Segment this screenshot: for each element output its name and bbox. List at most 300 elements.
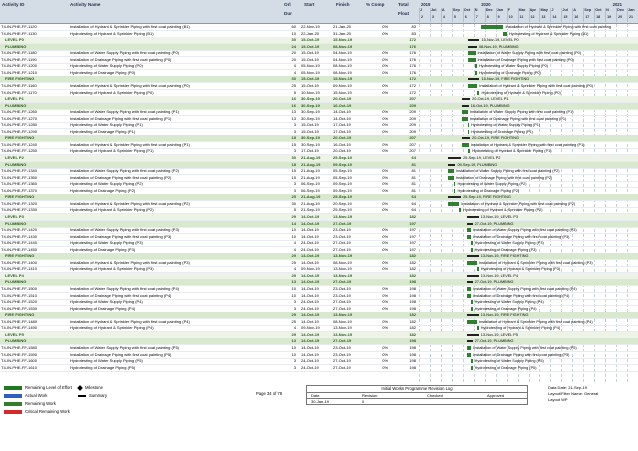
duration-cell: 10: [291, 351, 296, 357]
duration-cell: 3: [293, 364, 296, 370]
gantt-cell: [419, 70, 638, 76]
start-cell: 30-Sep-19: [301, 109, 320, 115]
activity-name-cell: Hydrotesting of Drainage Piping (P4): [70, 305, 136, 311]
timescale-month-number: 2: [421, 15, 423, 19]
finish-cell: 13-Nov-19: [333, 312, 353, 318]
timescale-month: Sep: [452, 8, 460, 12]
gantt-cell: [419, 312, 638, 318]
start-cell: 24-Oct-19: [301, 240, 319, 246]
gantt-cell: [419, 240, 638, 246]
start-cell: 06-Sep-19: [301, 181, 320, 187]
finish-cell: 27-Oct-19: [333, 246, 351, 252]
timescale-divider: [616, 8, 617, 22]
col-orig-dur-2: Dur: [284, 11, 292, 16]
duration-cell: 3: [293, 305, 296, 311]
activity-bar[interactable]: [471, 241, 473, 245]
finish-cell: 08-Nov-19: [333, 259, 352, 265]
pct-complete-cell: 0%: [382, 115, 388, 121]
duration-cell: 5: [293, 207, 296, 213]
legend-summary: Summary: [78, 393, 107, 398]
start-cell: 14-Oct-19: [301, 220, 320, 226]
divider: [307, 398, 527, 399]
activity-id-cell: T4-IN-PHE-FF-1280: [1, 122, 38, 128]
col-finish[interactable]: Finish: [336, 2, 350, 7]
activity-bar[interactable]: [467, 353, 471, 357]
timescale-month: Jan: [496, 8, 504, 12]
finish-cell: 27-Oct-19: [333, 358, 351, 364]
legend-critical-remaining: Critical Remaining Work: [4, 409, 70, 415]
duration-cell: 15: [291, 174, 296, 180]
gantt-cell: [419, 325, 638, 331]
total-float-cell: 207: [409, 141, 416, 147]
activity-bar[interactable]: [471, 248, 473, 252]
rev-col-approved: Approved: [487, 393, 505, 398]
finish-cell: 16-Oct-19: [333, 102, 352, 108]
bar-label: Hydrotesting of Drainage Piping (P2): [457, 188, 520, 193]
activity-id-cell: T4-IN-PHE-FF-1320: [1, 200, 38, 206]
bar-label: Hydrotesting of Hydrant & Sprinkler Piping (P3): [480, 267, 561, 272]
bar-label: Installation of Drainage Piping with first coat painting (P4): [473, 293, 570, 298]
finish-cell: 14-Oct-19: [333, 109, 351, 115]
activity-bar[interactable]: [477, 326, 479, 330]
activity-bar[interactable]: [467, 235, 471, 239]
timescale-month: N: [606, 8, 609, 12]
rev-revision-value: 0: [362, 399, 365, 404]
col-orig-dur[interactable]: Orl: [284, 2, 291, 7]
activity-bar[interactable]: [471, 307, 473, 311]
finish-cell: 15-Nov-19: [333, 76, 353, 82]
start-cell: 06-Sep-19: [301, 187, 320, 193]
pct-complete-cell: 0%: [382, 128, 388, 134]
duration-cell: 10: [291, 344, 296, 350]
activity-bar[interactable]: [459, 208, 461, 212]
pct-complete-cell: 0%: [382, 181, 388, 187]
bar-label: Hydrotesting of Drainage Piping (P5): [474, 365, 537, 370]
activity-id-cell: T4-IN-PHE-FF-1270: [1, 115, 38, 121]
activity-id-cell: T4-IN-PHE-FF-1410: [1, 266, 38, 272]
activity-id-cell: T4-IN-PHE-FF-1580: [1, 344, 38, 350]
gantt-cell: [419, 332, 638, 338]
activity-name-cell: FIRE FIGHTING: [5, 76, 35, 82]
activity-name-cell: LEVEL P1: [5, 96, 24, 102]
bar-label: Hydrotesting of Water Supply Piping (P4): [474, 300, 544, 305]
total-float-cell: 207: [409, 96, 416, 102]
timescale-divider: [561, 8, 562, 22]
finish-cell: 31-Jan-20: [333, 30, 352, 36]
timescale-month: Jul: [430, 8, 437, 12]
duration-cell: 29: [291, 312, 296, 318]
activity-bar[interactable]: [481, 25, 503, 29]
start-cell: 14-Oct-19: [301, 272, 320, 278]
timescale-divider: [627, 8, 628, 22]
duration-cell: 16: [291, 96, 296, 102]
gantt-cell: [419, 365, 638, 371]
total-float-cell: 197: [409, 233, 416, 239]
activity-bar[interactable]: [477, 91, 479, 95]
gantt-cell: [419, 358, 638, 364]
total-float-cell: 198: [409, 292, 416, 298]
total-float-cell: 81: [411, 174, 416, 180]
total-float-cell: 81: [411, 187, 416, 193]
timescale-divider: [463, 8, 464, 22]
gantt-cell: [419, 181, 638, 187]
activity-bar[interactable]: [462, 110, 468, 114]
revision-log: [306, 385, 528, 405]
activity-bar[interactable]: [448, 202, 459, 206]
activity-name-cell: Installation of Water Supply Piping with first coat painting (P2): [70, 168, 180, 174]
timescale-divider: [539, 8, 540, 22]
summary-bar[interactable]: [448, 196, 461, 198]
gantt-cell: [419, 352, 638, 358]
bar-label: Hydrotesting of Hydrant & Sprinkler Piping (B1): [509, 31, 589, 36]
start-cell: 09-Nov-19: [301, 325, 320, 331]
pct-complete-cell: 0%: [382, 266, 388, 272]
summary-bar[interactable]: [462, 98, 470, 100]
legend-swatch-loe: [4, 386, 22, 390]
start-cell: 30-Sep-19: [301, 115, 320, 121]
start-cell: 30-Sep-19: [301, 135, 320, 141]
gantt-cell: [419, 103, 638, 109]
finish-cell: 13-Nov-19: [333, 213, 353, 219]
summary-bar[interactable]: [467, 275, 478, 277]
finish-cell: 17-Oct-19: [333, 128, 351, 134]
table-row[interactable]: [0, 365, 638, 372]
bar-label: Installation of Water Supply Piping with first coat painting (P5): [473, 345, 577, 350]
start-cell: 30-Sep-19: [301, 102, 320, 108]
legend-milestone: Milestone: [78, 385, 103, 390]
col-start[interactable]: Start: [304, 2, 315, 7]
total-float-cell: 197: [409, 246, 416, 252]
activity-id-cell: T4-IN-PHE-FF-1250: [1, 148, 38, 154]
page-number: Page 34 of 79: [256, 391, 283, 396]
finish-cell: 13-Nov-19: [333, 253, 353, 259]
activity-id-cell: T4-IN-PHE-FF-1290: [1, 128, 38, 134]
activity-bar[interactable]: [477, 267, 479, 271]
summary-bar[interactable]: [448, 157, 461, 159]
activity-name-cell: Hydrotesting of Drainage Piping (P5): [70, 364, 136, 370]
activity-bar[interactable]: [454, 189, 456, 193]
gantt-cell: [419, 57, 638, 63]
timescale-month-number: 21: [629, 15, 634, 19]
bar-label: 13-Nov-19, LEVEL P3: [480, 214, 518, 219]
activity-id-cell: T4-IN-PHE-FF-1210: [1, 69, 38, 75]
duration-cell: 25: [291, 259, 296, 265]
finish-cell: 23-Oct-19: [333, 233, 351, 239]
total-float-cell: 198: [409, 364, 416, 370]
activity-name-cell: Hydrotesting of Water Supply Piping (P0): [70, 63, 143, 69]
bar-label: Hydrotesting of Hydrant & Sprinkler Piping (P2): [463, 208, 543, 213]
summary-bar[interactable]: [468, 46, 477, 48]
activity-bar[interactable]: [467, 346, 471, 350]
legend-swatch-critical: [4, 410, 22, 414]
pct-complete-cell: 0%: [382, 259, 388, 265]
duration-cell: 3: [293, 122, 296, 128]
activity-name-cell: FIRE FIGHTING: [5, 312, 35, 318]
bar-label: Installation of Drainage Piping with first coat painting (P3): [473, 234, 570, 239]
layout-name: Layout/Filter Name: General: [548, 391, 599, 396]
start-cell: 21-Aug-19: [301, 174, 320, 180]
footer: [0, 383, 638, 451]
timescale-month-number: 16: [574, 15, 579, 19]
gantt-cell: [419, 175, 638, 181]
start-cell: 24-Oct-19: [301, 305, 319, 311]
pct-complete-cell: 0%: [382, 168, 388, 174]
activity-id-cell: T4-IN-PHE-FF-1430: [1, 233, 38, 239]
duration-cell: 30: [291, 37, 296, 43]
duration-cell: 13: [291, 338, 296, 344]
total-float-cell: 182: [409, 259, 416, 265]
finish-cell: 20-Oct-19: [333, 135, 352, 141]
total-float-cell: 182: [409, 312, 416, 318]
total-float-cell: 209: [409, 122, 416, 128]
activity-name-cell: Hydrotesting of Hydrant & Sprinkler Piping (P3): [70, 266, 154, 272]
duration-cell: 20: [291, 56, 296, 62]
finish-cell: 21-Jan-20: [333, 24, 352, 29]
finish-cell: 09-Sep-19: [333, 187, 352, 193]
total-float-cell: 209: [409, 102, 416, 108]
activity-bar[interactable]: [503, 32, 507, 36]
activity-name-cell: Installation of Drainage Piping with first coat painting (P2): [70, 174, 172, 180]
finish-cell: 13-Nov-19: [333, 272, 353, 278]
total-float-cell: 176: [409, 43, 416, 49]
bar-label: Hydrotesting of Drainage Piping (P4): [474, 306, 537, 311]
gantt-cell: [419, 44, 638, 50]
duration-cell: 3: [293, 128, 296, 134]
activity-name-cell: FIRE FIGHTING: [5, 253, 35, 259]
activity-bar[interactable]: [471, 300, 473, 304]
start-cell: 14-Oct-19: [301, 318, 319, 324]
activity-bar[interactable]: [468, 51, 476, 55]
timescale-month-number: 7: [475, 15, 478, 19]
activity-bar[interactable]: [467, 320, 477, 324]
pct-complete-cell: 0%: [382, 63, 388, 69]
gantt-cell: [419, 24, 638, 30]
total-float-cell: 209: [409, 109, 416, 115]
duration-cell: 3: [293, 358, 296, 364]
total-float-cell: 83: [411, 30, 416, 36]
finish-cell: 04-Nov-19: [333, 56, 352, 62]
activity-bar[interactable]: [471, 359, 473, 363]
gantt-cell: [419, 227, 638, 233]
col-total-float[interactable]: Total: [398, 2, 409, 7]
activity-bar[interactable]: [468, 149, 470, 153]
timescale-month-number: 17: [585, 15, 590, 19]
activity-bar[interactable]: [468, 130, 469, 134]
summary-bar[interactable]: [468, 39, 480, 41]
activity-name-cell: FIRE FIGHTING: [5, 135, 35, 141]
start-cell: 14-Oct-19: [301, 279, 320, 285]
timescale-month: Jul: [562, 8, 568, 12]
finish-cell: 23-Oct-19: [333, 292, 351, 298]
timescale-divider: [419, 8, 423, 22]
activity-name-cell: Installation of Drainage Piping with first coat painting (P3): [70, 233, 172, 239]
rev-date-value: 30-Jan-19: [311, 399, 330, 404]
bar-label: Installation of Hydrant & Sprinkler Piping with first coat painting: [505, 25, 611, 29]
finish-cell: 08-Nov-19: [333, 318, 352, 324]
activity-name-cell: Hydrotesting of Hydrant & Sprinkler Piping (P2): [70, 207, 154, 213]
activity-name-cell: Hydrotesting of Hydrant & Sprinkler Piping (P0): [70, 89, 154, 95]
activity-bar[interactable]: [471, 366, 473, 370]
activity-bar[interactable]: [467, 294, 471, 298]
bar-label: Installation of Drainage Piping with first coat painting (P1): [469, 116, 567, 121]
bar-label: Installation of Hydrant & Sprinkler Piping with first coat painting (P2): [461, 201, 576, 206]
activity-bar[interactable]: [467, 261, 477, 265]
activity-name-cell: Installation of Hydrant & Sprinkler Piping with first coat painting (P2): [70, 200, 190, 206]
pct-complete-cell: 0%: [382, 325, 388, 331]
gantt-cell: [419, 194, 638, 200]
activity-id-cell: T4-IN-PHE-FF-1190: [1, 56, 37, 62]
start-cell: 21-Sep-19: [301, 207, 320, 213]
finish-cell: 27-Oct-19: [333, 279, 352, 285]
activity-name-cell: Hydrotesting of Drainage Piping (P0): [70, 69, 136, 75]
gantt-cell: [419, 63, 638, 69]
timescale-month-number: 3: [431, 15, 434, 19]
activity-id-cell: T4-IN-PHE-FF-1350: [1, 174, 38, 180]
activity-bar[interactable]: [475, 71, 477, 75]
total-float-cell: 207: [409, 148, 416, 154]
bar-label: 16-Oct-19, PLUMBING: [470, 103, 510, 108]
start-cell: 24-Oct-19: [301, 299, 319, 305]
timescale-year: 2019: [421, 2, 431, 7]
start-cell: 14-Oct-19: [301, 331, 320, 337]
summary-bar[interactable]: [467, 223, 472, 225]
total-float-cell: 176: [409, 69, 416, 75]
total-float-cell: 172: [409, 37, 416, 43]
start-cell: 14-Oct-19: [301, 286, 319, 291]
timescale-month: F: [507, 8, 510, 12]
timescale-month: Dec: [485, 8, 493, 12]
col-activity-name[interactable]: Activity Name: [70, 2, 101, 7]
activity-bar[interactable]: [448, 176, 454, 180]
activity-bar[interactable]: [454, 182, 456, 186]
start-cell: 05-Nov-19: [301, 63, 320, 69]
start-cell: 14-Oct-19: [301, 233, 319, 239]
summary-bar[interactable]: [467, 216, 478, 218]
gantt-cell: [419, 273, 638, 279]
bar-label: Hydrotesting of Water Supply Piping (P2): [457, 182, 527, 187]
total-float-cell: 64: [411, 200, 416, 206]
activity-bar[interactable]: [468, 84, 478, 88]
activity-id-cell: T4-IN-PHE-FF-1520: [1, 299, 38, 305]
bar-label: 27-Oct-19, PLUMBING: [474, 339, 514, 344]
activity-bar[interactable]: [467, 287, 471, 291]
summary-bar[interactable]: [467, 281, 472, 283]
gantt-cell: [419, 221, 638, 227]
timescale-month-number: 5: [453, 15, 456, 19]
timescale-month: Dec: [617, 8, 625, 12]
activity-bar[interactable]: [475, 64, 477, 68]
activity-bar[interactable]: [462, 143, 468, 147]
legend-actual-work: Actual Work: [4, 393, 48, 399]
finish-cell: 20-Oct-19: [333, 96, 352, 102]
summary-bar[interactable]: [468, 78, 480, 80]
timescale-month-number: 12: [530, 15, 535, 19]
summary-bar[interactable]: [448, 164, 455, 166]
total-float-cell: 209: [409, 128, 416, 134]
total-float-cell: 197: [409, 240, 416, 246]
bar-label: Hydrotesting of Water Supply Piping (P1): [471, 123, 541, 128]
col-activity-id[interactable]: Activity ID: [2, 2, 25, 7]
duration-cell: 16: [291, 102, 296, 108]
finish-cell: 25-Sep-19: [333, 207, 352, 213]
gantt-cell: [419, 234, 638, 240]
activity-id-cell: T4-IN-PHE-FF-1420: [1, 227, 38, 233]
activity-id-cell: T4-IN-PHE-FF-1120: [1, 24, 37, 29]
start-cell: 15-Oct-19: [301, 50, 319, 56]
summary-bar[interactable]: [462, 137, 470, 139]
activity-bar[interactable]: [468, 58, 476, 62]
start-cell: 15-Oct-19: [301, 128, 319, 134]
bar-label: Installation of Hydrant & Sprinkler Piping with first coat painting (P3): [478, 260, 593, 265]
finish-cell: 20-Oct-19: [333, 148, 351, 154]
summary-bar[interactable]: [462, 105, 468, 107]
col-pct-complete[interactable]: % Comp: [366, 2, 385, 7]
summary-bar[interactable]: [467, 340, 472, 342]
gantt-cell: [419, 142, 638, 148]
activity-id-cell: T4-IN-PHE-FF-1440: [1, 240, 38, 246]
activity-id-cell: T4-IN-PHE-FF-1500: [1, 286, 38, 291]
bar-label: Hydrotesting of Drainage Piping (P1): [471, 129, 533, 134]
layout-wp: Layout WP: [548, 397, 568, 402]
col-total-float-2: Float: [398, 11, 409, 16]
finish-cell: 13-Nov-19: [333, 266, 352, 272]
activity-name-cell: Installation of Water Supply Piping with first coat painting (P4): [70, 286, 180, 291]
total-float-cell: 81: [411, 181, 416, 187]
duration-cell: 4: [293, 325, 296, 331]
pct-complete-cell: 0%: [382, 141, 388, 147]
timescale-year: 2020: [481, 2, 491, 7]
finish-cell: 27-Oct-19: [333, 220, 352, 226]
duration-cell: 24: [291, 43, 296, 49]
bar-label: 15-Nov-19, FIRE FIGHTING: [481, 77, 530, 82]
activity-bar[interactable]: [467, 228, 471, 232]
summary-bar[interactable]: [467, 334, 478, 336]
bar-label: 13-Nov-19, LEVEL P4: [480, 273, 518, 278]
pct-complete-cell: 0%: [382, 233, 388, 239]
bar-label: Hydrotesting of Water Supply Piping (P0): [478, 64, 549, 69]
pct-complete-cell: 0%: [382, 24, 388, 29]
activity-id-cell: T4-IN-PHE-FF-1260: [1, 109, 38, 115]
total-float-cell: 172: [409, 76, 416, 82]
pct-complete-cell: 0%: [382, 187, 388, 193]
bar-label: 09-Sep-19, PLUMBING: [457, 162, 498, 167]
timescale-month: Jan: [628, 8, 635, 12]
bar-label: Installation of Drainage Piping with first coat painting (P0): [477, 57, 574, 62]
timescale-month: J: [420, 8, 423, 12]
activity-name-cell: Hydrotesting of Water Supply Piping (P5): [70, 358, 143, 364]
start-cell: 14-Oct-19: [301, 292, 319, 298]
gantt-cell: [419, 135, 638, 141]
activity-bar[interactable]: [468, 123, 469, 127]
activity-id-cell: T4-IN-PHE-FF-1450: [1, 246, 38, 252]
duration-cell: 13: [291, 115, 296, 121]
activity-bar[interactable]: [448, 169, 454, 173]
timescale-divider: [430, 8, 431, 22]
activity-name-cell: Installation of Drainage Piping with first coat painting (P0): [70, 56, 172, 62]
total-float-cell: 64: [411, 155, 416, 160]
summary-bar[interactable]: [467, 255, 478, 257]
start-cell: 21-Aug-19: [301, 168, 320, 174]
bar-label: Hydrotesting of Drainage Piping (P0): [478, 70, 541, 75]
duration-cell: 4: [293, 63, 296, 69]
total-float-cell: 197: [409, 227, 416, 233]
finish-cell: 09-Sep-19: [333, 161, 352, 167]
summary-bar[interactable]: [467, 314, 478, 316]
rev-col-date: Date: [311, 393, 320, 398]
activity-bar[interactable]: [462, 117, 468, 121]
bar-label: 20-Oct-19, FIRE FIGHTING: [472, 136, 519, 141]
start-cell: 24-Oct-19: [301, 364, 319, 370]
